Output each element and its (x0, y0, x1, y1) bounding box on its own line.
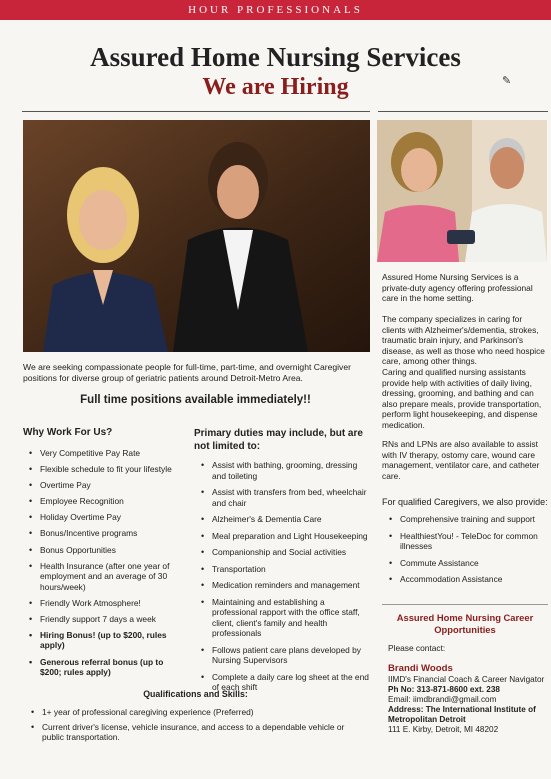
contact-phone[interactable]: Ph No: 313-871-8600 ext. 238 (388, 685, 500, 694)
qualifications-list (28, 707, 368, 747)
divider (22, 111, 370, 112)
contact-email[interactable]: Email: iimdbrandi@gmail.com (388, 695, 497, 704)
staff-illustration (23, 120, 370, 352)
list-item: • Comprehensive training and support (386, 514, 548, 525)
contact-name: Brandi Woods (388, 663, 453, 674)
list-item: • Bonus/Incentive programs (26, 528, 186, 539)
list-item: • Transportation (198, 564, 370, 575)
contact-street: 111 E. Kirby, Detroit, MI 48202 (388, 725, 499, 734)
contact-address: Address: The International Institute of Metropolitan Detroit (388, 705, 536, 724)
intro-text: We are seeking compassionate people for full-time, part-time, and overnight Caregiver positions for diverse group of geriatric patients around Detroit-Metro Area. (23, 362, 351, 383)
list-item: • Meal preparation and Light Housekeeping (198, 531, 370, 542)
list-item: • Current driver's license, vehicle insurance, and access to a dependable vehicle or public transportation. (28, 722, 368, 743)
divider (378, 111, 548, 112)
divider (382, 604, 548, 605)
about-paragraph: Assured Home Nursing Services is a private-duty agency offering professional care in the home setting. (382, 272, 533, 303)
list-item: • 1+ year of professional caregiving experience (Preferred) (28, 707, 368, 718)
list-item: • Overtime Pay (26, 480, 186, 491)
list-item: • Holiday Overtime Pay (26, 512, 186, 523)
list-item: • Follows patient care plans developed by Nursing Supervisors (198, 645, 370, 666)
list-item: • Complete a daily care log sheet at the end of each shift (198, 672, 370, 693)
staff-photo (23, 120, 370, 352)
list-item: • Health Insurance (after one year of employment and an average of 30 hours/week) (26, 561, 186, 593)
nurses-paragraph: RNs and LPNs are also available to assist with IV therapy, ostomy care, wound care management, ventilator care, and catheter care. (382, 439, 540, 481)
qualifications-heading: Qualifications and Skills: (143, 689, 248, 699)
list-item: • Medication reminders and management (198, 580, 370, 591)
caregiver-illustration (377, 120, 547, 262)
list-item: • Commute Assistance (386, 558, 548, 569)
list-item: • HealthiestYou! - TeleDoc for common illnesses (386, 531, 548, 552)
list-item: • Bonus Opportunities (26, 545, 186, 556)
contact-role: IIMD's Financial Coach & Career Navigator (388, 675, 545, 684)
list-item: • Employee Recognition (26, 496, 186, 507)
list-item: • Generous referral bonus (up to $200; rules apply) (26, 657, 186, 678)
list-item: • Alzheimer's & Dementia Care (198, 514, 370, 525)
assistants-paragraph: Caring and qualified nursing assistants provide help with activities of daily living, dressing, grooming, and bathing and can also prepare meals, provide transportation, perform light housekeeping, and dispense medication. (382, 367, 542, 430)
list-item: • Friendly Work Atmosphere! (26, 598, 186, 609)
specialties-paragraph: The company specializes in caring for clients with Alzheimer's/dementia, strokes, traumatic brain injury, and Parkinson's disease, as well as those who need hospice care, among other things. (382, 314, 545, 366)
pen-mark-icon: ✎ (502, 75, 512, 87)
why-heading: Why Work For Us? (23, 427, 113, 438)
list-item: • Accommodation Assistance (386, 574, 548, 585)
career-heading: Assured Home Nursing Career Opportunities (396, 612, 534, 635)
duties-list (198, 460, 370, 699)
list-item: • Assist with transfers from bed, wheelchair and chair (198, 487, 370, 508)
list-item: • Flexible schedule to fit your lifestyle (26, 464, 186, 475)
benefits-list (26, 448, 186, 683)
list-item: • Very Competitive Pay Rate (26, 448, 186, 459)
duties-heading: Primary duties may include, but are not limited to: (194, 428, 363, 452)
fulltime-notice: Full time positions available immediately!! (80, 394, 311, 406)
page-title: Assured Home Nursing Services (90, 42, 461, 72)
list-item: • Companionship and Social activities (198, 547, 370, 558)
list-item: • Assist with bathing, grooming, dressing and toileting (198, 460, 370, 481)
top-banner: HOUR PROFESSIONALS (0, 0, 551, 20)
please-contact: Please contact: (388, 643, 446, 653)
list-item: • Hiring Bonus! (up to $200, rules apply) (26, 630, 186, 651)
list-item: • Friendly support 7 days a week (26, 614, 186, 625)
caregiver-photo (377, 120, 547, 262)
page-subtitle: We are Hiring (202, 74, 349, 100)
provide-list (386, 514, 548, 591)
list-item: • Maintaining and establishing a professional rapport with the office staff, client, client's family and health professionals (198, 597, 370, 639)
provide-heading: For qualified Caregivers, we also provide: (382, 497, 548, 507)
